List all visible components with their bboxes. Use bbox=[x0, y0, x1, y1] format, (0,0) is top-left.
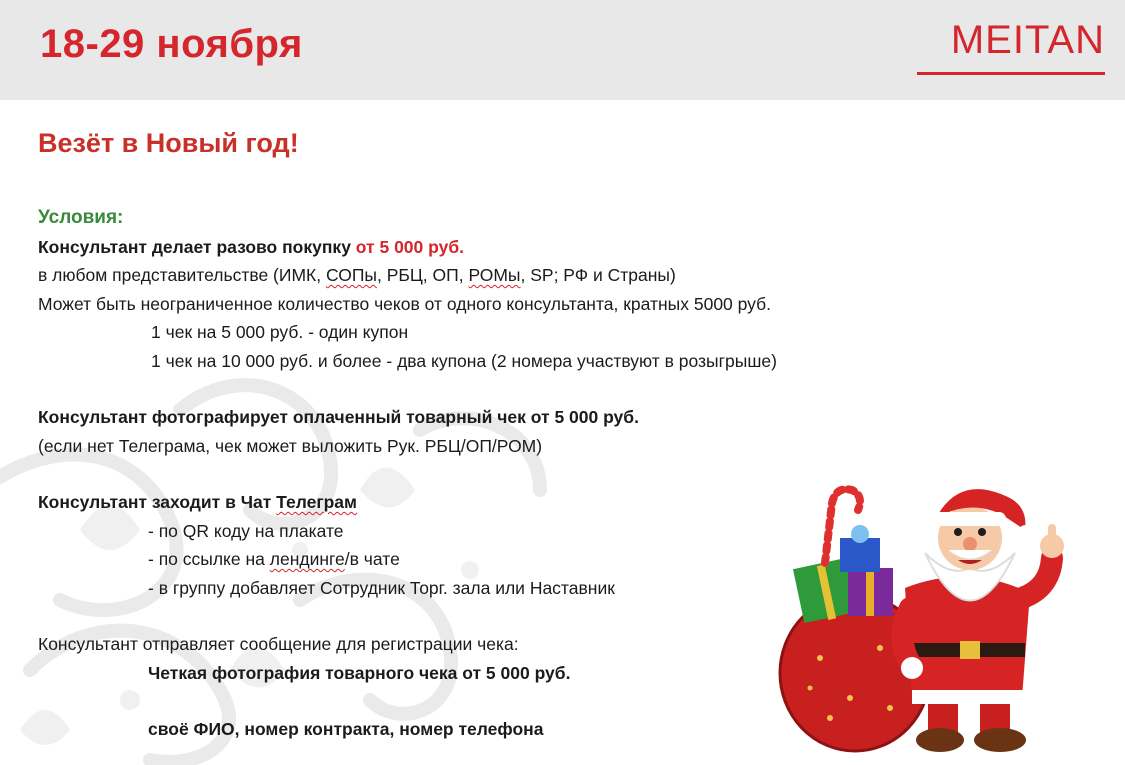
purchase-line bbox=[38, 233, 1038, 262]
header-bar bbox=[0, 0, 1125, 100]
conditions-heading: Условия: bbox=[38, 207, 124, 228]
location-line bbox=[38, 261, 1038, 290]
chat-heading-telegram: Телеграм bbox=[276, 492, 357, 512]
chat-item-group: - в группу добавляет Сотрудник Торг. зала или Наставник bbox=[148, 577, 615, 598]
purchase-text: Консультант делает разово покупку bbox=[38, 236, 356, 257]
chat-item-qr: - по QR коду на плакате bbox=[148, 520, 344, 541]
chat-link-prefix: - по ссылке на bbox=[148, 549, 270, 569]
photo-instruction: Консультант фотографирует оплаченный товарный чек от 5 000 руб. bbox=[38, 407, 639, 427]
meitan-logo: MEITAN bbox=[950, 18, 1105, 62]
purchase-amount: от 5 000 руб. bbox=[355, 236, 465, 257]
location-mid: , РБЦ, ОП, bbox=[376, 265, 469, 285]
promo-title: Везёт в Новый год! bbox=[38, 128, 299, 158]
rule-one-coupon: 1 чек на 5 000 руб. - один купон bbox=[151, 322, 409, 342]
message-item-details: своё ФИО, номер контракта, номер телефона bbox=[148, 719, 544, 739]
location-prefix: в любом представительстве (ИМК, bbox=[38, 265, 326, 285]
message-intro: Консультант отправляет сообщение для регистрации чека: bbox=[38, 634, 519, 654]
chat-link-suffix: /в чате bbox=[344, 549, 400, 569]
santa-illustration bbox=[760, 468, 1065, 758]
location-sop: СОПы bbox=[325, 265, 377, 285]
chat-link-landing: лендинге bbox=[269, 549, 345, 569]
location-rom: РОМы bbox=[468, 265, 521, 285]
spacer bbox=[38, 375, 1038, 403]
checks-note: Может быть неограниченное количество чеков от одного консультанта, кратных 5000 руб. bbox=[38, 293, 772, 314]
chat-heading-text: Консультант заходит в Чат bbox=[38, 492, 277, 512]
location-end: , SP; РФ и Страны) bbox=[520, 265, 676, 285]
promo-dates: 18-29 ноября bbox=[40, 22, 303, 66]
photo-note: (если нет Телеграма, чек может выложить Рук. РБЦ/ОП/РОМ) bbox=[38, 435, 543, 456]
message-item-photo: Четкая фотография товарного чека от 5 000 руб. bbox=[148, 662, 571, 683]
logo-underline bbox=[917, 72, 1105, 75]
rule-two-coupons: 1 чек на 10 000 руб. и более - два купона (2 номера участвуют в розыгрыше) bbox=[151, 350, 777, 371]
